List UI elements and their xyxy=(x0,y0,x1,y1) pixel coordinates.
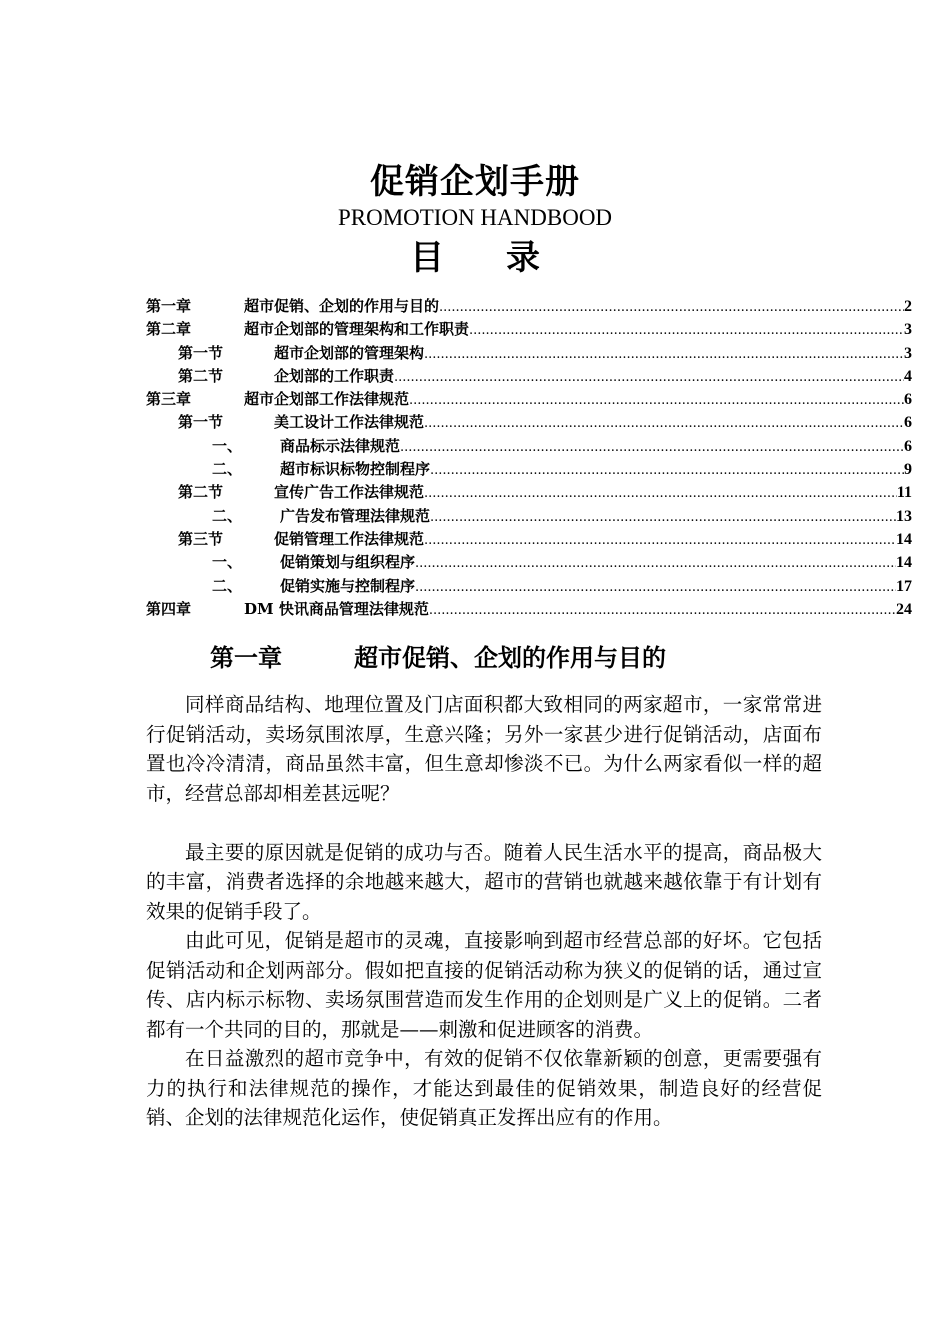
toc-entry[interactable] xyxy=(146,458,912,481)
toc-entry-page: 14 xyxy=(896,530,912,548)
toc-entry-number: 第二章 xyxy=(146,320,192,339)
toc-entry-page: 2 xyxy=(904,298,912,315)
toc-dot-leader xyxy=(429,599,896,622)
toc-entry-number: 二、 xyxy=(212,460,243,479)
toc-entry[interactable] xyxy=(146,528,912,551)
toc-dot-leader xyxy=(430,506,896,529)
chapter-title: 超市促销、企划的作用与目的 xyxy=(354,644,666,672)
toc-entry-title: 超市标识标物控制程序 xyxy=(280,460,431,479)
toc-entry[interactable] xyxy=(146,388,912,411)
toc-entry-page: 9 xyxy=(904,461,912,479)
toc-entry-page: 6 xyxy=(904,414,912,432)
toc-entry[interactable] xyxy=(146,365,912,388)
toc-entry-title: 商品标示法律规范 xyxy=(280,436,401,455)
toc-entry-number: 第三节 xyxy=(178,529,224,548)
toc-entry-title: 促销策划与组织程序 xyxy=(280,553,416,572)
toc-entry-title: 美工设计工作法律规范 xyxy=(274,413,425,432)
toc-entry[interactable] xyxy=(146,318,912,341)
body-paragraph: 在日益激烈的超市竞争中，有效的促销不仅依靠新颖的创意，更需要强有力的执行和法律规范的操作，才能达到最佳的促销效果，制造良好的经营促销、企划的法律规范化运作，使促销真正发挥出应有的作用。 xyxy=(146,1047,822,1129)
body-paragraph: 由此可见，促销是超市的灵魂，直接影响到超市经营总部的好坏。它包括促销活动和企划两部分。假如把直接的促销活动称为狭义的促销的话，通过宣传、店内标示标物、卖场氛围营造而发生作用的企划则是广义上的促销。二者都有一个共同的目的，那就是——刺激和促进顾客的消费。 xyxy=(146,929,822,1041)
toc-dot-leader xyxy=(439,296,904,319)
toc-dot-leader xyxy=(409,389,904,412)
toc-entry-number: 一、 xyxy=(212,436,243,455)
toc-entry[interactable] xyxy=(146,481,912,504)
toc-dot-leader xyxy=(415,552,896,575)
toc-entry-number: 第四章 xyxy=(146,599,192,618)
toc-entry-page: 13 xyxy=(896,507,912,525)
toc-entry[interactable] xyxy=(146,342,912,365)
toc-entry-title: 超市促销、企划的作用与目的 xyxy=(244,297,440,315)
toc-dot-leader xyxy=(394,366,904,389)
toc-entry-title: 促销管理工作法律规范 xyxy=(274,529,425,548)
toc-entry[interactable] xyxy=(146,435,912,458)
toc-dot-leader xyxy=(424,529,896,552)
toc-entry-title: 超市企划部的管理架构和工作职责 xyxy=(244,320,470,339)
toc-entry-title: 超市企划部工作法律规范 xyxy=(244,390,410,409)
toc-dot-leader xyxy=(424,412,904,435)
toc-entry-title: 超市企划部的管理架构 xyxy=(274,343,425,362)
body-paragraph: 最主要的原因就是促销的成功与否。随着人民生活水平的提高，商品极大的丰富，消费者选择的余地越来越大，超市的营销也就越来越依靠于有计划有效果的促销手段了。 xyxy=(146,840,822,923)
toc-entry[interactable] xyxy=(146,295,912,318)
toc-entry-page: 4 xyxy=(904,367,912,385)
chapter-heading xyxy=(210,640,666,676)
toc-entry[interactable] xyxy=(146,411,912,434)
toc-entry-title: 促销实施与控制程序 xyxy=(280,576,416,595)
toc-entry-number: 第一章 xyxy=(146,297,192,315)
toc-entry[interactable] xyxy=(146,598,912,621)
chapter-body xyxy=(146,690,822,1133)
body-paragraph: 同样商品结构、地理位置及门店面积都大致相同的两家超市，一家常常进行促销活动，卖场氛围浓厚，生意兴隆；另外一家甚少进行促销活动，店面布置也冷冷清清，商品虽然丰富，但生意却惨淡不已。为什么两家看似一样的超市，经营总部却相差甚远呢？ xyxy=(146,693,822,805)
toc-entry-page: 3 xyxy=(904,344,912,362)
toc-entry-number: 第三章 xyxy=(146,390,192,409)
table-of-contents xyxy=(146,295,912,621)
toc-entry-page: 3 xyxy=(904,321,912,339)
toc-entry-number: 第二节 xyxy=(178,483,224,502)
toc-heading xyxy=(0,236,950,280)
toc-dot-leader xyxy=(415,576,896,599)
toc-dot-leader xyxy=(400,436,904,459)
toc-entry-page: 6 xyxy=(904,437,912,455)
toc-entry-number: 二、 xyxy=(212,506,243,525)
toc-entry[interactable] xyxy=(146,575,912,598)
toc-entry-title: 宣传广告工作法律规范 xyxy=(274,483,425,502)
document-subtitle: PROMOTION HANDBOOD xyxy=(337,205,613,230)
toc-entry-title: 广告发布管理法律规范 xyxy=(280,506,431,525)
toc-entry-page: 11 xyxy=(896,484,912,502)
toc-entry-page: 14 xyxy=(896,554,912,572)
toc-heading-char: 目 xyxy=(410,238,444,278)
toc-entry-title: 企划部的工作职责 xyxy=(274,366,395,385)
toc-entry-number: 第一节 xyxy=(178,343,224,362)
toc-entry-page: 6 xyxy=(904,391,912,409)
chapter-number: 第一章 xyxy=(210,644,282,672)
toc-entry-number: 第一节 xyxy=(178,413,224,432)
toc-heading-char: 录 xyxy=(506,238,540,278)
document-title: 促销企划手册 xyxy=(370,162,580,202)
toc-entry-number: 二、 xyxy=(212,576,243,595)
toc-entry-page: 24 xyxy=(896,600,912,618)
toc-entry-page: 17 xyxy=(896,577,912,595)
toc-dot-leader xyxy=(469,319,904,342)
toc-dot-leader xyxy=(424,482,897,505)
toc-entry[interactable] xyxy=(146,505,912,528)
toc-entry-title: DM 快讯商品管理法律规范 xyxy=(244,599,429,618)
toc-entry-number: 一、 xyxy=(212,553,243,572)
toc-dot-leader xyxy=(430,459,904,482)
toc-entry[interactable] xyxy=(146,551,912,574)
toc-entry-number: 第二节 xyxy=(178,366,224,385)
toc-dot-leader xyxy=(424,343,904,366)
